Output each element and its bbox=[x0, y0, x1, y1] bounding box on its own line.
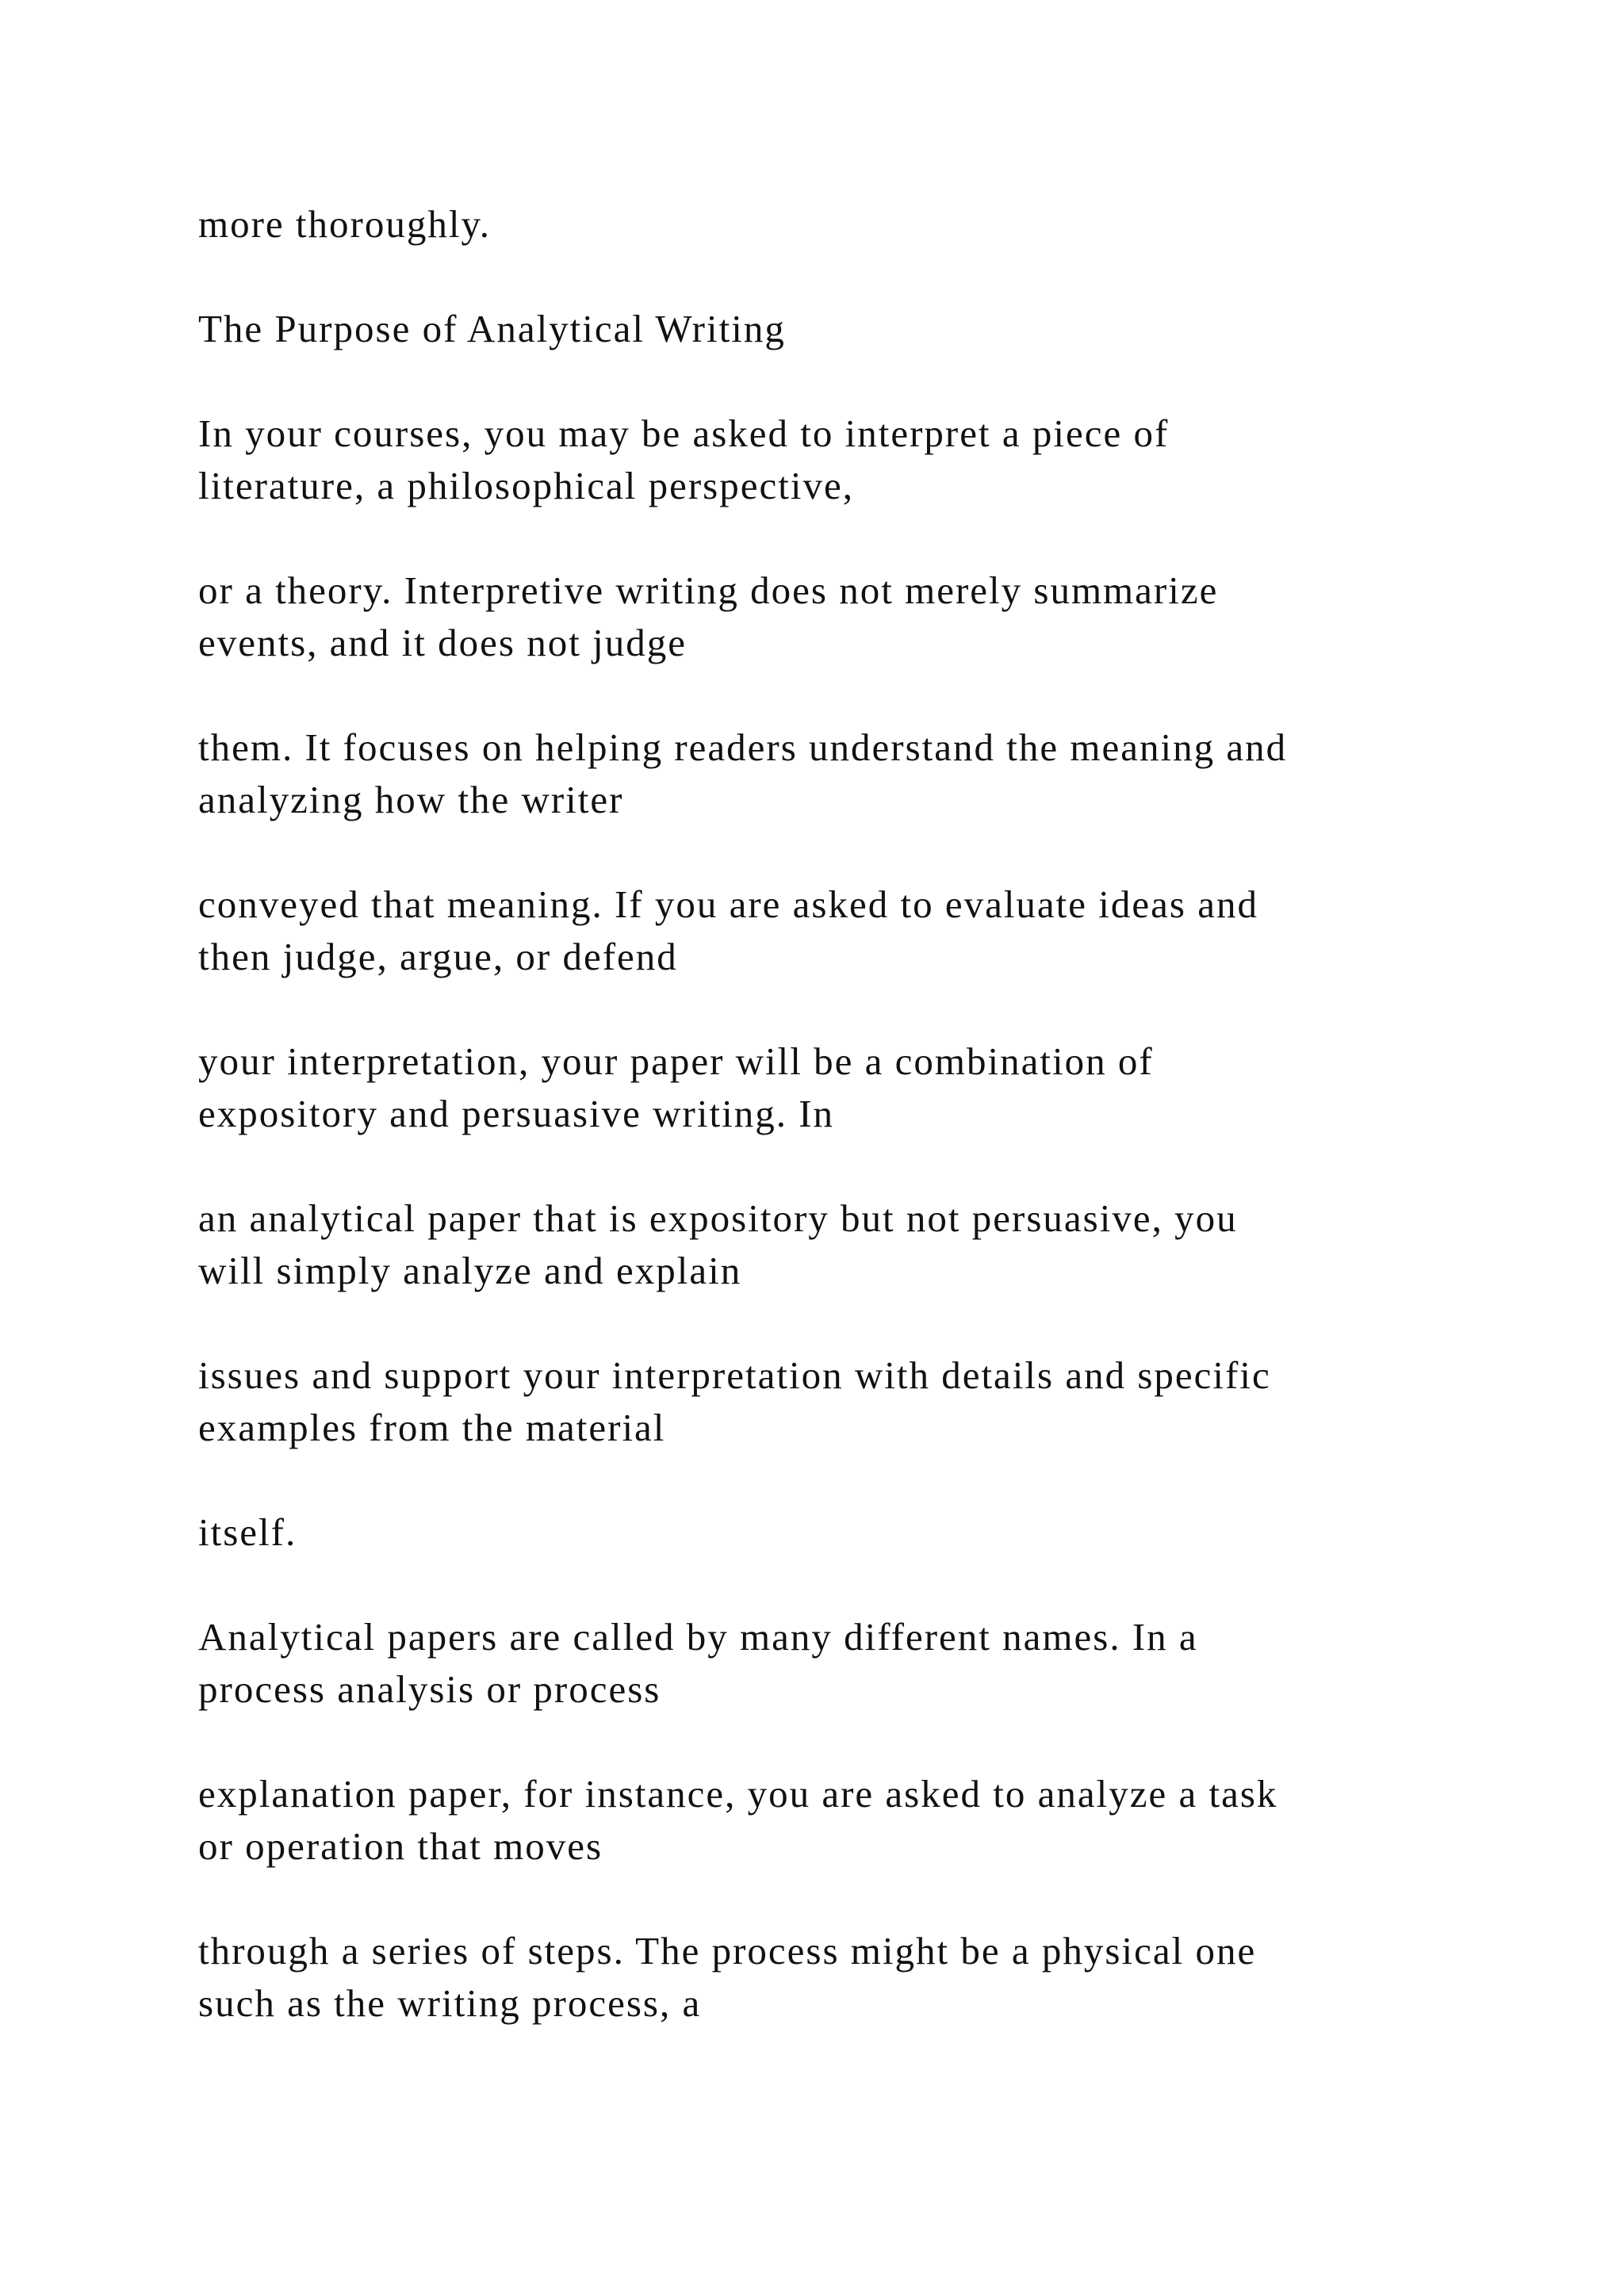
text-line: itself. bbox=[198, 1510, 297, 1554]
text-line: or operation that moves bbox=[198, 1824, 603, 1868]
text-line: Analytical papers are called by many different names. In a bbox=[198, 1615, 1198, 1659]
paragraph-1 bbox=[198, 198, 1546, 251]
text-line: conveyed that meaning. If you are asked to evaluate ideas and bbox=[198, 882, 1258, 926]
paragraph-4 bbox=[198, 564, 1546, 669]
text-line: your interpretation, your paper will be a combination of bbox=[198, 1039, 1154, 1083]
text-line: examples from the material bbox=[198, 1406, 666, 1449]
text-line: analyzing how the writer bbox=[198, 778, 624, 821]
text-line: events, and it does not judge bbox=[198, 621, 687, 664]
text-line: will simply analyze and explain bbox=[198, 1249, 742, 1292]
paragraph-12 bbox=[198, 1768, 1546, 1873]
text-line: The Purpose of Analytical Writing bbox=[198, 307, 786, 350]
paragraph-6 bbox=[198, 878, 1546, 983]
paragraph-7 bbox=[198, 1035, 1546, 1140]
text-line: an analytical paper that is expository but not persuasive, you bbox=[198, 1196, 1238, 1240]
text-line: explanation paper, for instance, you are asked to analyze a task bbox=[198, 1772, 1278, 1816]
text-line: literature, a philosophical perspective, bbox=[198, 464, 854, 507]
text-line: then judge, argue, or defend bbox=[198, 935, 678, 978]
paragraph-13 bbox=[198, 1925, 1546, 2030]
text-line: process analysis or process bbox=[198, 1667, 661, 1711]
paragraph-8 bbox=[198, 1192, 1546, 1297]
document-body bbox=[198, 198, 1546, 2082]
paragraph-5 bbox=[198, 721, 1546, 826]
paragraph-10 bbox=[198, 1506, 1546, 1559]
text-line: them. It focuses on helping readers understand the meaning and bbox=[198, 725, 1288, 769]
paragraph-11 bbox=[198, 1611, 1546, 1716]
paragraph-3 bbox=[198, 408, 1546, 512]
text-line: more thoroughly. bbox=[198, 202, 492, 246]
paragraph-9 bbox=[198, 1349, 1546, 1454]
text-line: expository and persuasive writing. In bbox=[198, 1092, 835, 1135]
section-heading bbox=[198, 303, 1546, 355]
text-line: such as the writing process, a bbox=[198, 1981, 702, 2025]
text-line: In your courses, you may be asked to interpret a piece of bbox=[198, 411, 1170, 455]
text-line: issues and support your interpretation with details and specific bbox=[198, 1353, 1271, 1397]
text-line: through a series of steps. The process might be a physical one bbox=[198, 1929, 1257, 1973]
text-line: or a theory. Interpretive writing does not merely summarize bbox=[198, 568, 1219, 612]
